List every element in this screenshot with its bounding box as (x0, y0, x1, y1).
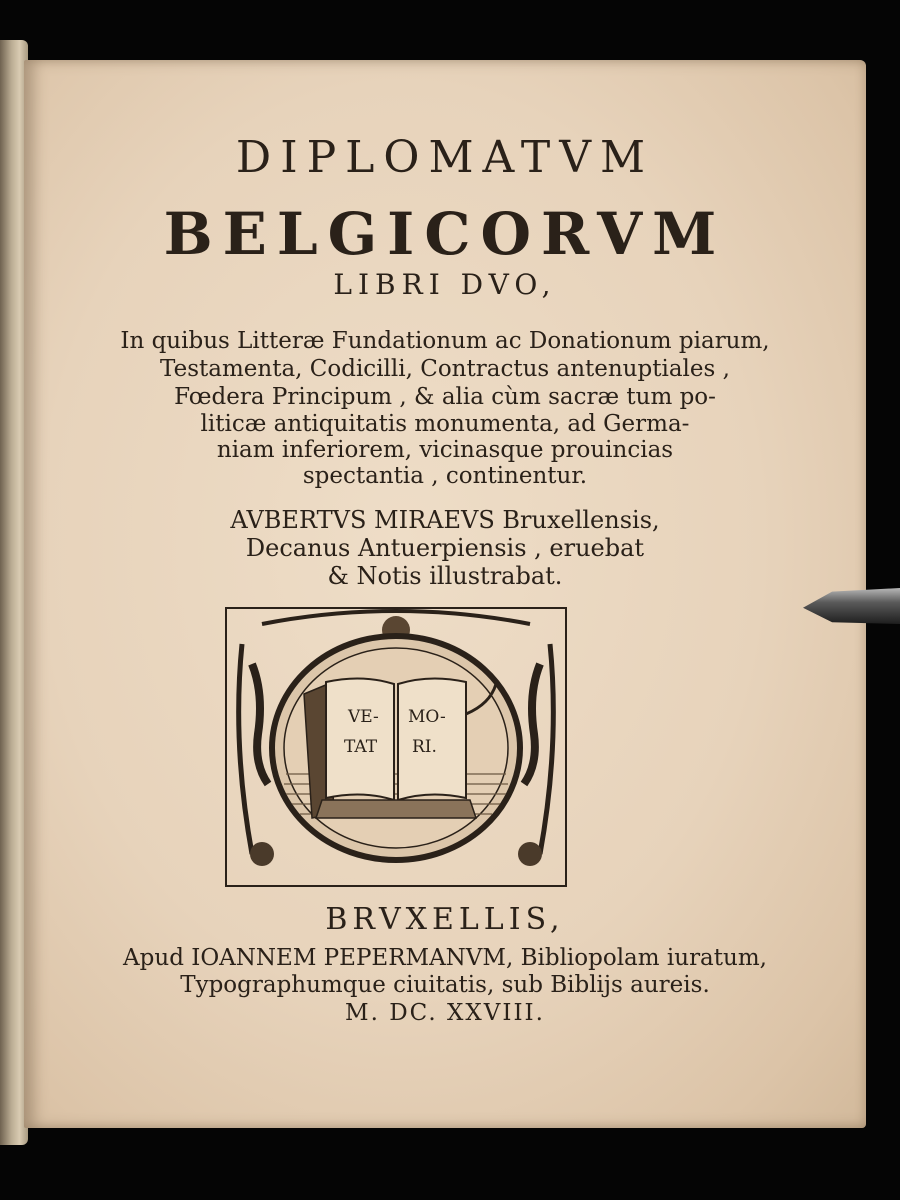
imprint-printer-line2: Typographumque ciuitatis, sub Biblijs aureis. (180, 972, 710, 998)
description-line: Testamenta, Codicilli, Contractus antenuptiales , (160, 356, 730, 382)
printers-device-emblem (222, 604, 570, 890)
title-line-1: DIPLOMATVM (235, 132, 655, 183)
imprint-city: BRVXELLIS, (325, 902, 565, 937)
author-line: AVBERTVS MIRAEVS Bruxellensis, (230, 506, 660, 534)
imprint-printer: Apud IOANNEM PEPERMANVM, Bibliopolam iuratum, (123, 945, 767, 971)
motto-right-2: RI. (412, 737, 437, 757)
left-caryatid-figure (252, 664, 268, 784)
title-line-3: LIBRI DVO, (333, 268, 557, 301)
description-line: In quibus Litteræ Fundationum ac Donationum piarum, (120, 328, 770, 354)
motto-left-1: VE- (348, 707, 379, 727)
description-line: niam inferiorem, vicinasque prouincias (216, 437, 674, 463)
imprint-year: M. DC. XXVIII. (345, 1000, 545, 1026)
motto-left-2: TAT (344, 737, 378, 757)
motto-right-1: MO- (408, 707, 446, 727)
fruit-cluster-right-icon (518, 842, 542, 866)
author-line: Decanus Antuerpiensis , eruebat (245, 534, 645, 562)
right-caryatid-figure (524, 664, 540, 784)
author-line: & Notis illustrabat. (327, 562, 563, 590)
description-line: liticæ antiquitatis monumenta, ad Germa- (200, 411, 690, 437)
title-line-2: BELGICORVM (163, 200, 727, 268)
book-cover-edge (316, 800, 476, 818)
fruit-cluster-left-icon (250, 842, 274, 866)
description-line: spectantia , continentur. (302, 463, 588, 489)
description-line: Fœdera Principum , & alia cùm sacræ tum po- (174, 384, 716, 410)
